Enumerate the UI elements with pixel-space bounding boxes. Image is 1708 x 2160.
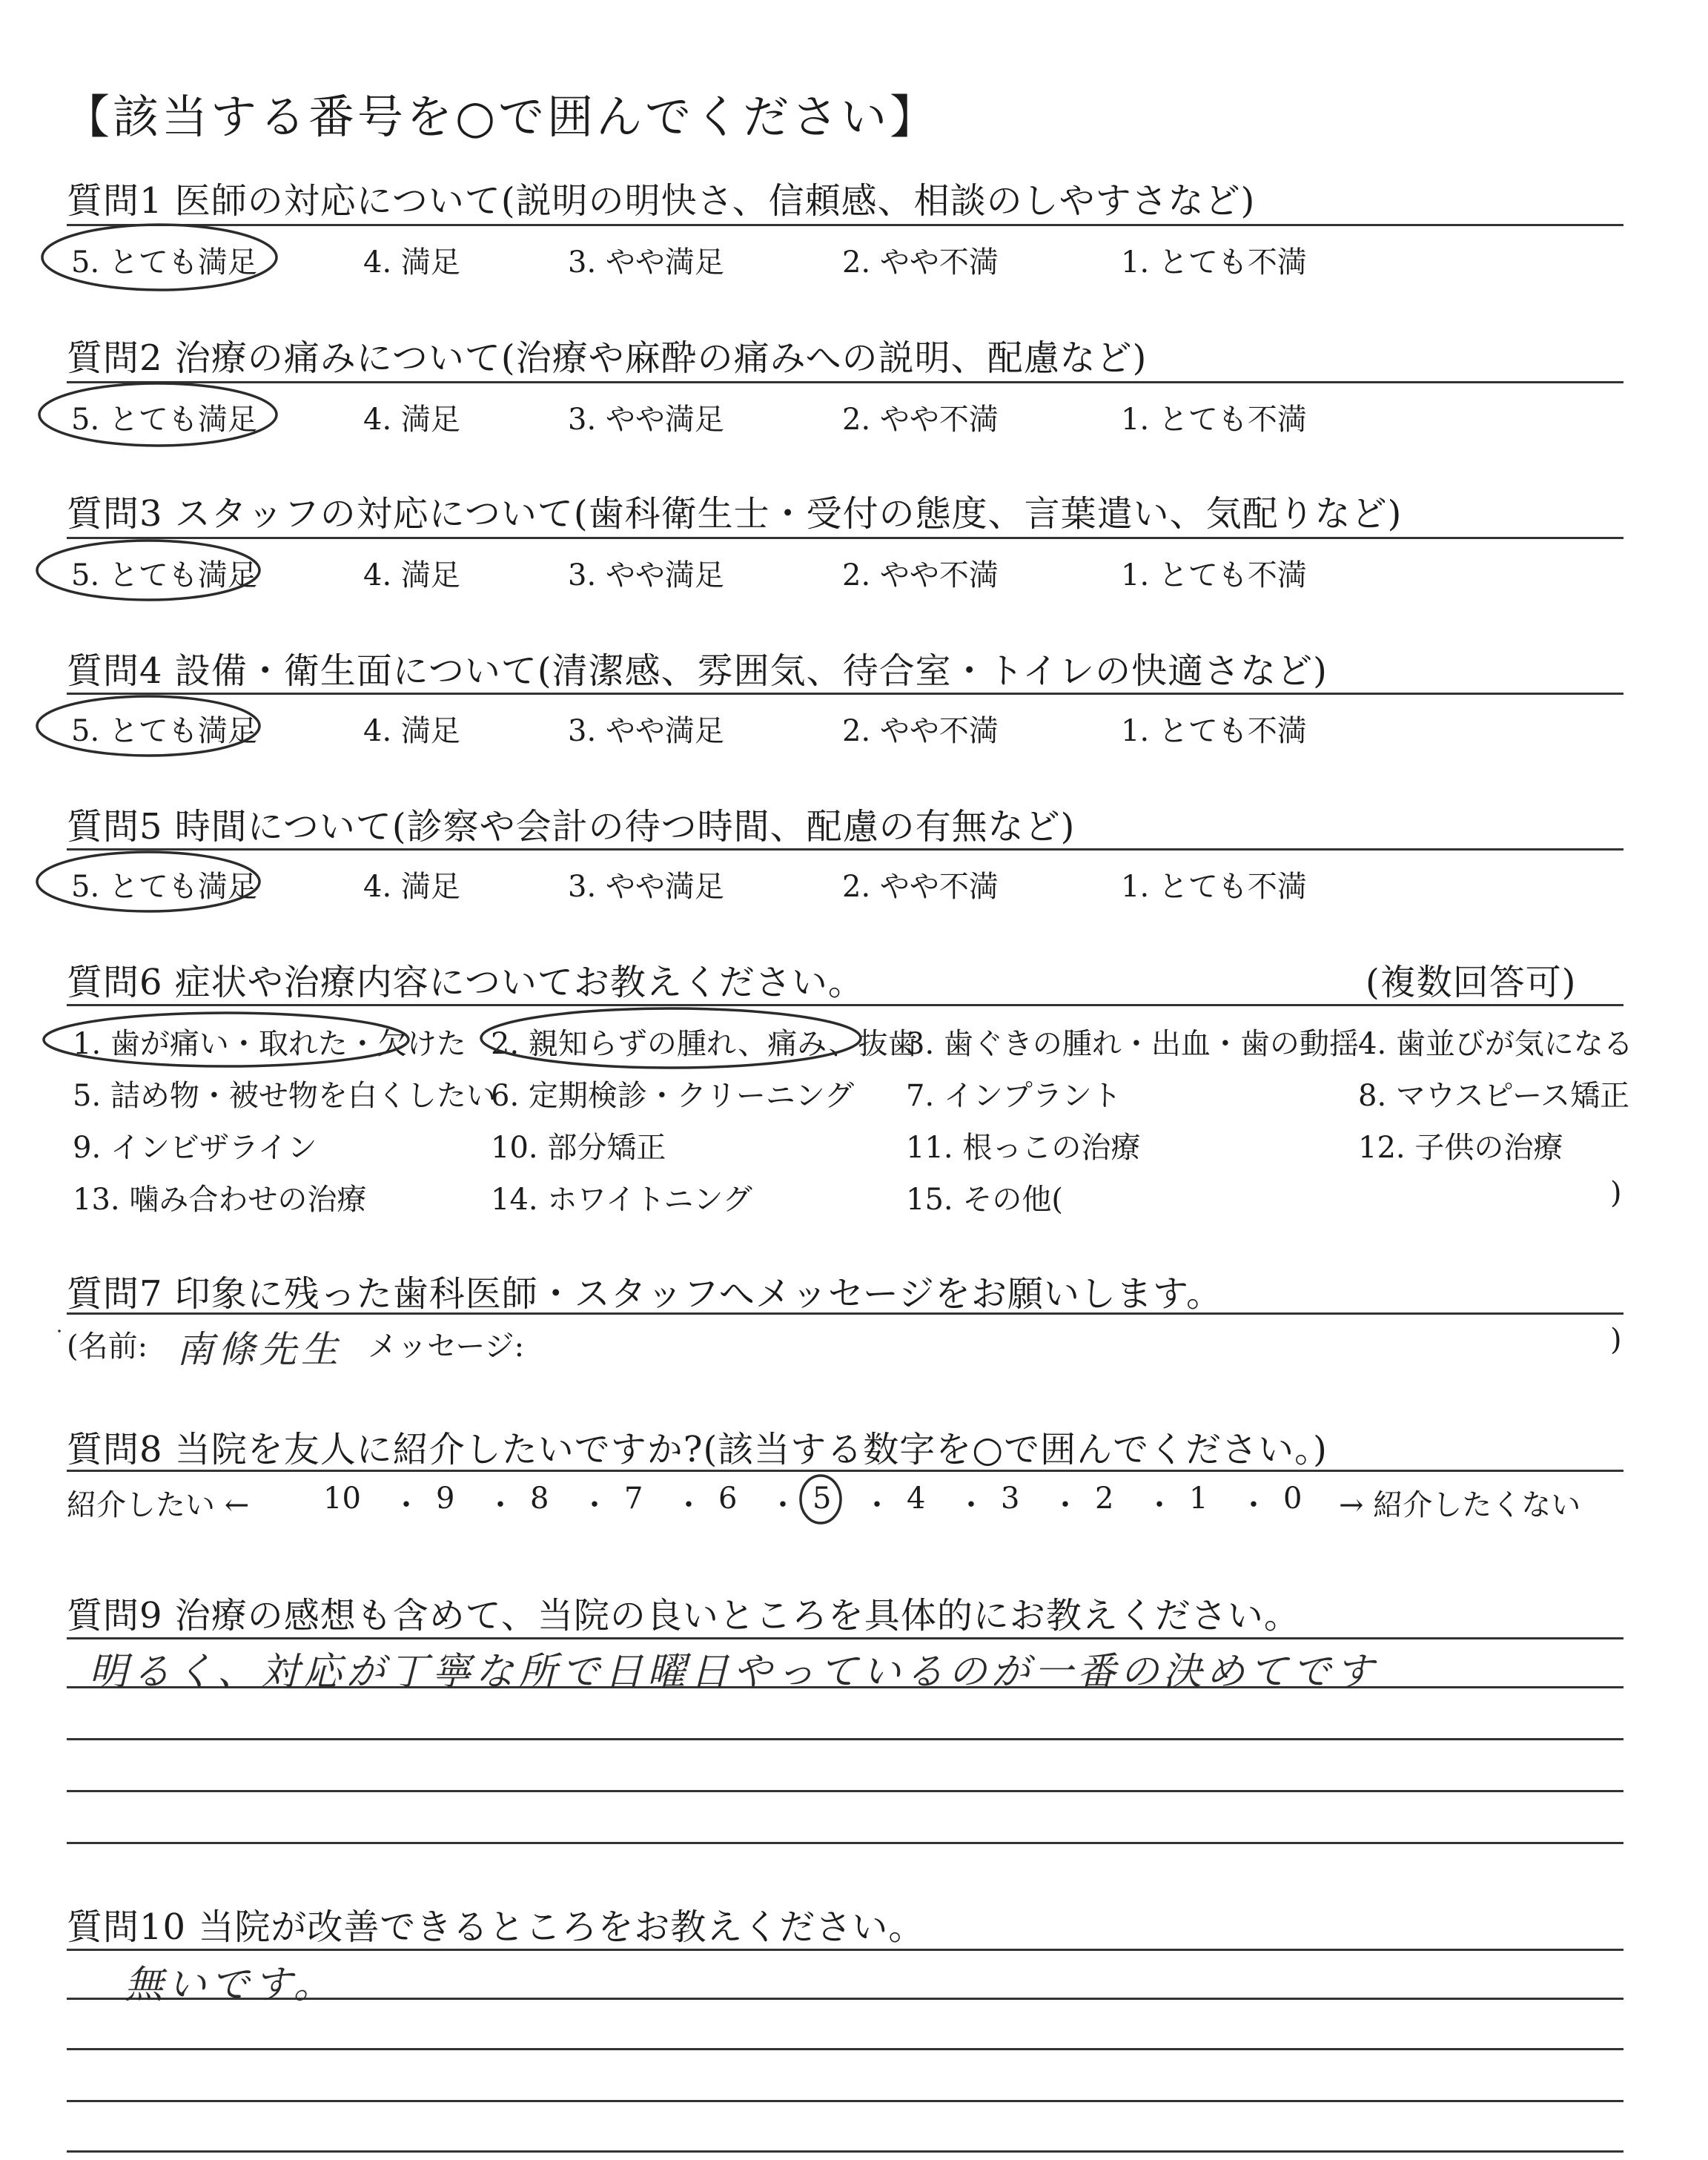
q8-scale-7[interactable]: 7 bbox=[624, 1482, 643, 1516]
q8-selection-circle bbox=[801, 1476, 841, 1523]
q7-message-label: メッセージ: bbox=[368, 1330, 525, 1364]
q6-option-1-circle bbox=[44, 1013, 408, 1066]
question-2-label: 質問2 治療の痛みについて(治療や麻酔の痛みへの説明、配慮など) bbox=[67, 337, 1148, 379]
q8-separator: ・ bbox=[956, 1488, 986, 1522]
q8-separator: ・ bbox=[486, 1488, 515, 1522]
q7-name-handwritten[interactable]: 南條先生 bbox=[176, 1328, 342, 1371]
q6-option-11[interactable]: 11. 根っこの治療 bbox=[906, 1131, 1141, 1165]
q6-option-12[interactable]: 12. 子供の治療 bbox=[1358, 1131, 1563, 1165]
question-7-label: 質問7 印象に残った歯科医師・スタッフへメッセージをお願いします。 bbox=[67, 1273, 1223, 1315]
q4-option-3[interactable]: 3. やや満足 bbox=[568, 714, 724, 748]
question-3-label: 質問3 スタッフの対応について(歯科衛生士・受付の態度、言葉遣い、気配りなど) bbox=[67, 493, 1403, 535]
q4-option-5[interactable]: 5. とても満足 bbox=[71, 714, 257, 748]
q6-option-5[interactable]: 5. 詰め物・被せ物を白くしたい bbox=[73, 1079, 496, 1113]
q6-option-6[interactable]: 6. 定期検診・クリーニング bbox=[491, 1079, 855, 1113]
q3-option-4[interactable]: 4. 満足 bbox=[363, 558, 460, 592]
q8-separator: ・ bbox=[1239, 1488, 1268, 1522]
q3-option-3[interactable]: 3. やや満足 bbox=[568, 558, 724, 592]
q8-separator: ・ bbox=[674, 1488, 704, 1522]
q4-option-2[interactable]: 2. やや不満 bbox=[842, 714, 999, 748]
q8-scale-5[interactable]: 5 bbox=[812, 1482, 832, 1516]
q1-option-1[interactable]: 1. とても不満 bbox=[1121, 245, 1307, 280]
q6-option-13[interactable]: 13. 噛み合わせの治療 bbox=[73, 1183, 367, 1217]
q3-option-1[interactable]: 1. とても不満 bbox=[1121, 558, 1307, 592]
q5-selection-circle bbox=[37, 852, 259, 911]
question-9-label: 質問9 治療の感想も含めて、当院の良いところを具体的にお教えください。 bbox=[67, 1595, 1300, 1636]
q8-scale-10[interactable]: 10 bbox=[323, 1482, 361, 1516]
q6-other-close-paren: ) bbox=[1610, 1176, 1622, 1210]
q7-name-prefix: (名前: bbox=[67, 1330, 148, 1364]
q1-option-4[interactable]: 4. 満足 bbox=[363, 245, 460, 280]
q3-option-5[interactable]: 5. とても満足 bbox=[71, 558, 257, 592]
q6-option-10[interactable]: 10. 部分矯正 bbox=[491, 1131, 666, 1165]
q1-option-2[interactable]: 2. やや不満 bbox=[842, 245, 999, 280]
q8-right-label: → 紹介したくない bbox=[1339, 1488, 1581, 1522]
q6-option-7[interactable]: 7. インプラント bbox=[906, 1079, 1122, 1113]
q8-separator: ・ bbox=[391, 1488, 421, 1522]
q5-option-1[interactable]: 1. とても不満 bbox=[1121, 870, 1307, 904]
q5-option-3[interactable]: 3. やや満足 bbox=[568, 870, 724, 904]
q4-selection-circle bbox=[37, 696, 259, 756]
q5-option-5[interactable]: 5. とても満足 bbox=[71, 870, 257, 904]
question-6-label: 質問6 症状や治療内容についてお教えください。 bbox=[67, 962, 864, 1003]
question-10-label: 質問10 当院が改善できるところをお教えください。 bbox=[67, 1906, 925, 1948]
q5-option-2[interactable]: 2. やや不満 bbox=[842, 870, 999, 904]
q2-option-3[interactable]: 3. やや満足 bbox=[568, 403, 724, 437]
q10-answer-handwritten[interactable]: 無いです。 bbox=[125, 1963, 337, 2007]
q8-scale-2[interactable]: 2 bbox=[1095, 1482, 1114, 1516]
q4-option-1[interactable]: 1. とても不満 bbox=[1121, 714, 1307, 748]
q8-left-label: 紹介したい ← bbox=[67, 1488, 250, 1522]
q8-separator: ・ bbox=[862, 1488, 892, 1522]
q6-option-9[interactable]: 9. インビザライン bbox=[73, 1131, 317, 1165]
q3-option-2[interactable]: 2. やや不満 bbox=[842, 558, 999, 592]
q2-option-5[interactable]: 5. とても満足 bbox=[71, 403, 257, 437]
question-8-label: 質問8 当院を友人に紹介したいですか?(該当する数字を○で囲んでください。) bbox=[67, 1429, 1328, 1470]
q8-scale-1[interactable]: 1 bbox=[1189, 1482, 1208, 1516]
q1-option-3[interactable]: 3. やや満足 bbox=[568, 245, 724, 280]
q8-scale-6[interactable]: 6 bbox=[718, 1482, 738, 1516]
q2-selection-circle bbox=[39, 383, 277, 446]
q6-option-2-circle bbox=[481, 1008, 861, 1068]
q8-scale-0[interactable]: 0 bbox=[1283, 1482, 1302, 1516]
q2-option-1[interactable]: 1. とても不満 bbox=[1121, 403, 1307, 437]
q8-separator: ・ bbox=[1145, 1488, 1174, 1522]
q8-scale-9[interactable]: 9 bbox=[436, 1482, 455, 1516]
q8-scale-3[interactable]: 3 bbox=[1001, 1482, 1020, 1516]
q7-close-paren: ) bbox=[1610, 1323, 1622, 1357]
q4-option-4[interactable]: 4. 満足 bbox=[363, 714, 460, 748]
q8-scale-4[interactable]: 4 bbox=[907, 1482, 926, 1516]
q1-selection-circle bbox=[42, 225, 277, 290]
question-1-label: 質問1 医師の対応について(説明の明快さ、信頼感、相談のしやすさなど) bbox=[67, 180, 1256, 222]
q8-separator: ・ bbox=[1050, 1488, 1080, 1522]
q6-option-14[interactable]: 14. ホワイトニング bbox=[491, 1183, 752, 1217]
q6-option-3[interactable]: 3. 歯ぐきの腫れ・出血・歯の動揺 bbox=[906, 1027, 1359, 1061]
q2-option-4[interactable]: 4. 満足 bbox=[363, 403, 460, 437]
q3-selection-circle bbox=[37, 541, 259, 600]
question-5-label: 質問5 時間について(診察や会計の待つ時間、配慮の有無など) bbox=[67, 806, 1076, 848]
q5-option-4[interactable]: 4. 満足 bbox=[363, 870, 460, 904]
q6-option-2[interactable]: 2. 親知らずの腫れ、痛み、抜歯 bbox=[491, 1027, 918, 1061]
q9-answer-handwritten[interactable]: 明るく、対応が丁寧な所で日曜日やっているのが一番の決めてです bbox=[89, 1650, 1378, 1694]
q6-option-1[interactable]: 1. 歯が痛い・取れた・欠けた bbox=[73, 1027, 466, 1061]
q1-option-5[interactable]: 5. とても満足 bbox=[71, 245, 257, 280]
q6-option-4[interactable]: 4. 歯並びが気になる bbox=[1358, 1027, 1633, 1061]
q6-option-15[interactable]: 15. その他( bbox=[906, 1183, 1063, 1217]
instruction-heading: 【該当する番号を○で囲んでください】 bbox=[64, 90, 939, 144]
question-4-label: 質問4 設備・衛生面について(清潔感、雰囲気、待合室・トイレの快適さなど) bbox=[67, 650, 1328, 692]
question-6-note: (複数回答可) bbox=[1366, 962, 1577, 1003]
q2-option-2[interactable]: 2. やや不満 bbox=[842, 403, 999, 437]
q8-scale-8[interactable]: 8 bbox=[530, 1482, 549, 1516]
q8-separator: ・ bbox=[580, 1488, 609, 1522]
q6-option-8[interactable]: 8. マウスピース矯正 bbox=[1358, 1079, 1630, 1113]
q8-separator: ・ bbox=[768, 1488, 798, 1522]
